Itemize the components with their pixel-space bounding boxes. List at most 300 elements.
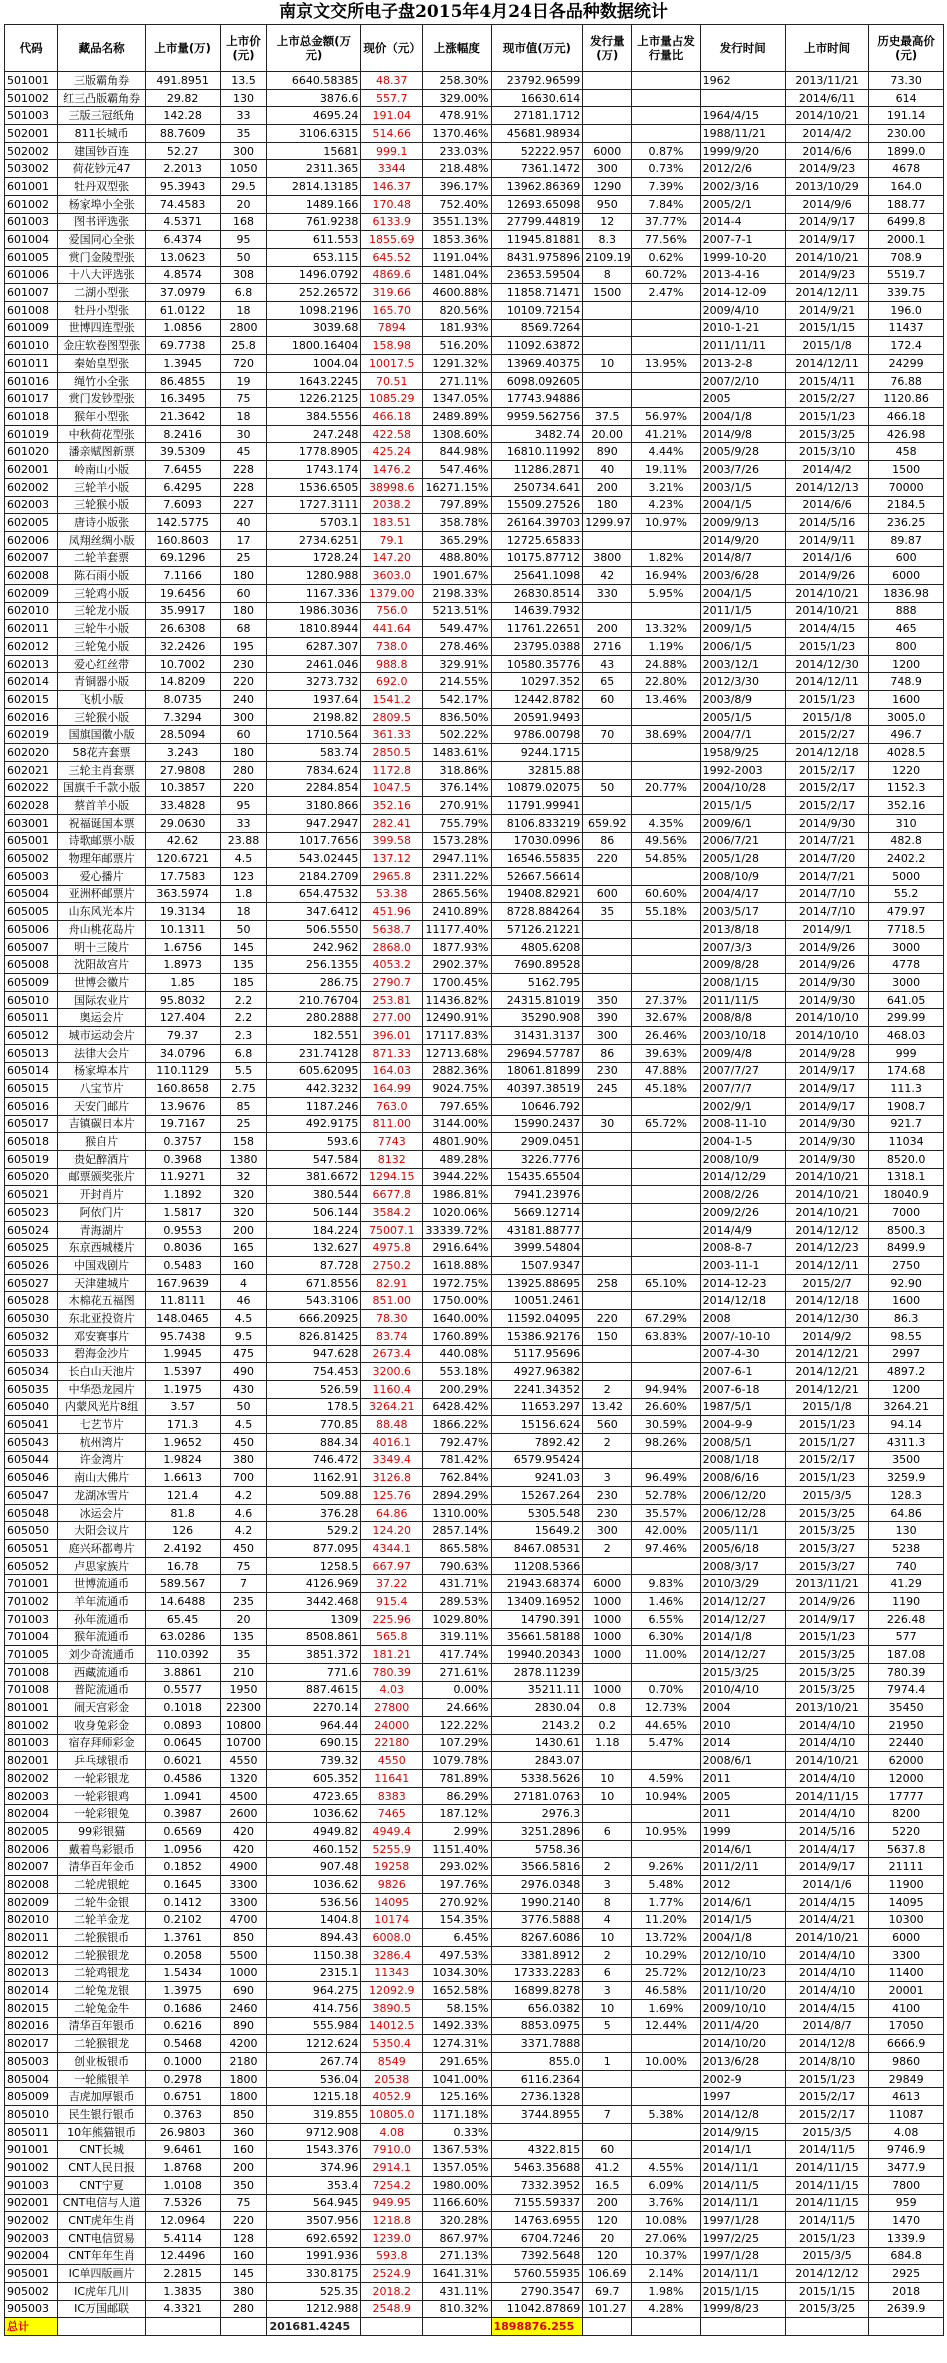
table-cell: 319.66 <box>361 284 423 302</box>
table-cell: 611.553 <box>267 231 361 249</box>
table-cell: 168 <box>220 213 267 231</box>
table-cell: 19258 <box>361 1858 423 1876</box>
table-cell: 738.0 <box>361 638 423 656</box>
table-cell: 2009/4/10 <box>700 301 785 319</box>
table-cell: 60 <box>220 584 267 602</box>
table-cell: 杨家埠本片 <box>58 1062 145 1080</box>
table-cell: 4.23% <box>632 496 700 514</box>
table-cell: 2005/1/5 <box>700 708 785 726</box>
table-cell: 12725.65833 <box>491 531 583 549</box>
table-cell: 8569.7264 <box>491 319 583 337</box>
table-cell: 5.4114 <box>145 2229 220 2247</box>
table-cell: 75 <box>220 1557 267 1575</box>
table-cell: 8 <box>583 266 632 284</box>
table-cell: 605001 <box>5 832 58 850</box>
table-cell: 2014/1/8 <box>700 1628 785 1646</box>
table-cell: 422.58 <box>361 425 423 443</box>
table-cell: 516.20% <box>423 337 491 355</box>
table-cell: 1079.78% <box>423 1752 491 1770</box>
table-cell: 1.3975 <box>145 1982 220 2000</box>
table-cell: 802004 <box>5 1805 58 1823</box>
table-cell: 三轮主肖套票 <box>58 761 145 779</box>
table-cell <box>700 89 785 107</box>
table-cell: 2014/9/6 <box>785 195 868 213</box>
table-cell: 318.86% <box>423 761 491 779</box>
table-cell: 2014/9/15 <box>700 2123 785 2141</box>
table-cell: 361.33 <box>361 726 423 744</box>
table-cell: 17.7583 <box>145 867 220 885</box>
table-cell: 17777 <box>869 1787 944 1805</box>
table-cell: 4 <box>220 1274 267 1292</box>
table-cell: 0.1000 <box>145 2053 220 2071</box>
table-row <box>5 1487 944 1505</box>
table-cell: 1226.2125 <box>267 390 361 408</box>
table-cell: 7 <box>583 2106 632 2124</box>
table-cell: 2014/12/21 <box>785 1363 868 1381</box>
table-cell: 2014/9/30 <box>785 991 868 1009</box>
table-cell: 西藏流通币 <box>58 1663 145 1681</box>
table-cell: 2014/12/27 <box>700 1646 785 1664</box>
table-cell: 2014/4/2 <box>785 125 868 143</box>
table-cell <box>220 2318 267 2336</box>
table-cell: 9.26% <box>632 1858 700 1876</box>
table-cell: 21.3642 <box>145 408 220 426</box>
table-cell: 龙湖冰雪片 <box>58 1487 145 1505</box>
table-cell: 10 <box>583 1999 632 2017</box>
table-cell: 482.8 <box>869 832 944 850</box>
table-cell <box>583 531 632 549</box>
table-cell: 2014/4/2 <box>785 461 868 479</box>
table-cell: 605050 <box>5 1522 58 1540</box>
table-cell: 154.35% <box>423 1911 491 1929</box>
table-cell: 6.30% <box>632 1628 700 1646</box>
table-cell: 2014/12/18 <box>700 1292 785 1310</box>
table-cell: 2015/1/23 <box>785 1469 868 1487</box>
table-cell: 2014/6/1 <box>700 1840 785 1858</box>
table-cell: 2002/3/16 <box>700 178 785 196</box>
table-cell: 2865.56% <box>423 885 491 903</box>
table-cell: 653.115 <box>267 248 361 266</box>
table-cell: 2311.22% <box>423 867 491 885</box>
table-cell: 3200.6 <box>361 1363 423 1381</box>
table-cell: 2014/12/12 <box>785 2265 868 2283</box>
table-cell: 1476.2 <box>361 461 423 479</box>
table-cell: 2014/4/10 <box>785 1964 868 1982</box>
table-cell <box>583 1097 632 1115</box>
table-cell: 560 <box>583 1416 632 1434</box>
table-cell: 128.3 <box>869 1487 944 1505</box>
table-cell: 岭南山小版 <box>58 461 145 479</box>
table-cell: 27181.1712 <box>491 107 583 125</box>
table-cell: 27800 <box>361 1699 423 1717</box>
table-cell: 1370.46% <box>423 125 491 143</box>
table-cell: 805010 <box>5 2106 58 2124</box>
table-cell: 8.3 <box>583 231 632 249</box>
table-cell <box>583 1239 632 1257</box>
table-cell: 8106.833219 <box>491 814 583 832</box>
table-cell: 45.18% <box>632 1080 700 1098</box>
table-cell: 247.248 <box>267 425 361 443</box>
table-cell: 557.7 <box>361 89 423 107</box>
table-cell: 605023 <box>5 1204 58 1222</box>
table-cell: 1050 <box>220 160 267 178</box>
table-cell: 11177.40% <box>423 921 491 939</box>
table-cell: 13925.88695 <box>491 1274 583 1292</box>
table-cell: 671.8556 <box>267 1274 361 1292</box>
table-row <box>5 1964 944 1982</box>
table-cell: 959 <box>869 2194 944 2212</box>
table-cell: 2014/9/1 <box>785 921 868 939</box>
column-header: 上市价(元) <box>220 25 267 72</box>
table-row <box>5 1150 944 1168</box>
table-cell: 137.12 <box>361 850 423 868</box>
table-cell: 2015/1/15 <box>785 2282 868 2300</box>
table-cell: 6098.092605 <box>491 372 583 390</box>
table-cell: 1379.00 <box>361 584 423 602</box>
table-cell: 792.47% <box>423 1433 491 1451</box>
table-row <box>5 231 944 249</box>
table-cell: 13.95% <box>632 355 700 373</box>
table-cell: 2009/2/26 <box>700 1204 785 1222</box>
table-cell: 赏门金陵型张 <box>58 248 145 266</box>
table-cell: 0.0645 <box>145 1734 220 1752</box>
table-cell: 802012 <box>5 1946 58 1964</box>
table-cell: 70.51 <box>361 372 423 390</box>
table-cell: 3000 <box>869 938 944 956</box>
table-cell: 1573.28% <box>423 832 491 850</box>
table-cell: 1853.36% <box>423 231 491 249</box>
table-cell: 20001 <box>869 1982 944 2000</box>
table-cell: 2007/2/10 <box>700 372 785 390</box>
table-cell: 1.0956 <box>145 1840 220 1858</box>
table-cell: 802009 <box>5 1893 58 1911</box>
table-cell: CNT宁夏 <box>58 2176 145 2194</box>
table-cell: 790.63% <box>423 1557 491 1575</box>
table-cell: 384.5556 <box>267 408 361 426</box>
table-cell: 701001 <box>5 1575 58 1593</box>
table-cell: 2014/6/1 <box>700 1893 785 1911</box>
table-cell <box>632 708 700 726</box>
table-cell: 世博四连型张 <box>58 319 145 337</box>
table-cell: 602013 <box>5 655 58 673</box>
table-row <box>5 2141 944 2159</box>
table-cell: 907.48 <box>267 1858 361 1876</box>
table-row <box>5 2159 944 2177</box>
table-cell <box>583 107 632 125</box>
table-cell: 667.97 <box>361 1557 423 1575</box>
table-row <box>5 266 944 284</box>
table-cell: 2004 <box>700 1699 785 1717</box>
table-cell: 1541.2 <box>361 691 423 709</box>
table-cell: 十八大评选张 <box>58 266 145 284</box>
table-cell: 2009/4/8 <box>700 1044 785 1062</box>
table-cell <box>632 2318 700 2336</box>
table-row <box>5 2176 944 2194</box>
table-cell: 中秋荷花型张 <box>58 425 145 443</box>
table-cell: 380 <box>220 2282 267 2300</box>
table-cell: 543.02445 <box>267 850 361 868</box>
table-cell: 2015/1/5 <box>700 797 785 815</box>
table-cell: 杭州湾片 <box>58 1433 145 1451</box>
table-cell: 7743 <box>361 1133 423 1151</box>
table-cell: 95.7438 <box>145 1327 220 1345</box>
table-cell: 1166.60% <box>423 2194 491 2212</box>
table-cell: 6000 <box>583 1575 632 1593</box>
table-cell: 21943.68374 <box>491 1575 583 1593</box>
table-cell <box>583 2070 632 2088</box>
table-cell: 22300 <box>220 1699 267 1717</box>
table-cell: 1.18 <box>583 1734 632 1752</box>
table-cell: 2006/12/28 <box>700 1504 785 1522</box>
table-cell: 20591.9493 <box>491 708 583 726</box>
table-cell: 2 <box>583 1433 632 1451</box>
table-row <box>5 549 944 567</box>
table-cell: 9244.1715 <box>491 744 583 762</box>
table-cell: 12490.91% <box>423 1009 491 1027</box>
table-cell: 1999/8/23 <box>700 2300 785 2318</box>
table-cell: 11437 <box>869 319 944 337</box>
table-cell: 1.8768 <box>145 2159 220 2177</box>
table-cell: 86.4855 <box>145 372 220 390</box>
table-cell: 2736.1328 <box>491 2088 583 2106</box>
table-row <box>5 1646 944 1664</box>
table-cell: 605005 <box>5 903 58 921</box>
table-cell: 2009/8/28 <box>700 956 785 974</box>
table-cell <box>632 1840 700 1858</box>
table-cell: 13.0623 <box>145 248 220 266</box>
table-cell: 5.95% <box>632 584 700 602</box>
table-cell: 805009 <box>5 2088 58 2106</box>
table-cell <box>583 761 632 779</box>
table-cell: IC单四版画片 <box>58 2265 145 2283</box>
table-cell <box>632 2070 700 2088</box>
table-cell: 13409.16952 <box>491 1593 583 1611</box>
table-cell: 525.35 <box>267 2282 361 2300</box>
table-cell: 2014/12/30 <box>785 1310 868 1328</box>
table-cell: 182.551 <box>267 1027 361 1045</box>
table-cell: 2005 <box>700 1787 785 1805</box>
table-cell: 605048 <box>5 1504 58 1522</box>
table-cell: 602011 <box>5 620 58 638</box>
table-cell: 18040.9 <box>869 1186 944 1204</box>
table-cell <box>583 938 632 956</box>
table-cell: 10297.352 <box>491 673 583 691</box>
table-row <box>5 531 944 549</box>
table-cell: 605016 <box>5 1097 58 1115</box>
table-cell: 188.77 <box>869 195 944 213</box>
table-cell: 2000.1 <box>869 231 944 249</box>
table-cell: 47.88% <box>632 1062 700 1080</box>
table-cell: 89.87 <box>869 531 944 549</box>
table-cell: 319.11% <box>423 1628 491 1646</box>
table-cell: 44.65% <box>632 1716 700 1734</box>
table-cell: 8132 <box>361 1150 423 1168</box>
table-cell: 0.2978 <box>145 2070 220 2088</box>
table-cell: 13.32% <box>632 620 700 638</box>
table-cell: 16899.8278 <box>491 1982 583 2000</box>
table-cell: 15386.92176 <box>491 1327 583 1345</box>
table-cell: 601006 <box>5 266 58 284</box>
table-cell <box>632 531 700 549</box>
table-cell <box>632 1239 700 1257</box>
table-cell: 235 <box>220 1593 267 1611</box>
table-cell: 865.58% <box>423 1540 491 1558</box>
table-cell: 63.83% <box>632 1327 700 1345</box>
table-cell: 142.28 <box>145 107 220 125</box>
table-cell: 1029.80% <box>423 1610 491 1628</box>
table-cell: 1481.04% <box>423 266 491 284</box>
table-cell: 八宝节片 <box>58 1080 145 1098</box>
table-cell: 8383 <box>361 1787 423 1805</box>
table-cell <box>632 125 700 143</box>
table-cell: 123 <box>220 867 267 885</box>
table-cell: 399.58 <box>361 832 423 850</box>
table-cell: 547.584 <box>267 1150 361 1168</box>
table-cell: 99彩银猫 <box>58 1823 145 1841</box>
table-cell: 6.4374 <box>145 231 220 249</box>
table-cell: 230 <box>583 1504 632 1522</box>
table-cell: 2014/1/1 <box>700 2141 785 2159</box>
table-row <box>5 1716 944 1734</box>
table-cell: 55.2 <box>869 885 944 903</box>
table-cell: 720 <box>220 355 267 373</box>
table-cell: 2014/9/30 <box>785 1115 868 1133</box>
table-cell: 1991.936 <box>267 2247 361 2265</box>
table-cell: 2004/7/1 <box>700 726 785 744</box>
table-cell: 4344.1 <box>361 1540 423 1558</box>
table-cell: 376.28 <box>267 1504 361 1522</box>
table-cell: 802017 <box>5 2035 58 2053</box>
table-cell: 802007 <box>5 1858 58 1876</box>
table-cell: 1600 <box>869 691 944 709</box>
table-cell: 902001 <box>5 2194 58 2212</box>
table-cell <box>632 2035 700 2053</box>
table-cell: 396.01 <box>361 1027 423 1045</box>
table-cell: 365.29% <box>423 531 491 549</box>
table-cell: 320 <box>220 1186 267 1204</box>
table-cell: 101.27 <box>583 2300 632 2318</box>
table-cell: 2009/10/10 <box>700 1999 785 2017</box>
table-cell: 二轮虎银蛇 <box>58 1876 145 1894</box>
table-cell: 2014/11/1 <box>700 2159 785 2177</box>
table-cell: 8520.0 <box>869 1150 944 1168</box>
table-cell: 308 <box>220 266 267 284</box>
table-row <box>5 1009 944 1027</box>
table-cell: 2850.5 <box>361 744 423 762</box>
table-cell <box>632 1186 700 1204</box>
table-cell: 清华百年银币 <box>58 2017 145 2035</box>
table-cell: 2012/10/23 <box>700 1964 785 1982</box>
table-cell: 3482.74 <box>491 425 583 443</box>
table-cell: 420 <box>220 1823 267 1841</box>
table-cell: 1.98% <box>632 2282 700 2300</box>
table-cell <box>491 2123 583 2141</box>
table-cell: 602015 <box>5 691 58 709</box>
table-cell: 潘亲赋图新票 <box>58 443 145 461</box>
table-cell: 2014/8/7 <box>785 2017 868 2035</box>
table-cell: 60 <box>220 726 267 744</box>
table-cell: 1643.2245 <box>267 372 361 390</box>
table-cell: 947.628 <box>267 1345 361 1363</box>
table-cell: 506.5550 <box>267 921 361 939</box>
table-cell: 1.9652 <box>145 1433 220 1451</box>
table-cell: 4.08 <box>869 2123 944 2141</box>
table-cell: 29.82 <box>145 89 220 107</box>
table-cell: 65.72% <box>632 1115 700 1133</box>
table-cell: 11.8111 <box>145 1292 220 1310</box>
table-cell: 10174 <box>361 1911 423 1929</box>
table-cell: 110.0392 <box>145 1646 220 1664</box>
table-cell: 6116.2364 <box>491 2070 583 2088</box>
table-cell: 601001 <box>5 178 58 196</box>
table-row <box>5 1734 944 1752</box>
table-cell: 999 <box>869 1044 944 1062</box>
table-row <box>5 142 944 160</box>
table-cell: 1162.91 <box>267 1469 361 1487</box>
table-cell: 7894 <box>361 319 423 337</box>
table-cell: 11761.22651 <box>491 620 583 638</box>
table-cell: 0.9553 <box>145 1221 220 1239</box>
table-cell: 2109.19 <box>583 248 632 266</box>
table-row <box>5 2123 944 2141</box>
table-cell: 605020 <box>5 1168 58 1186</box>
table-cell: 2460 <box>220 1999 267 2017</box>
table-cell: 184.224 <box>267 1221 361 1239</box>
table-cell: 5238 <box>869 1540 944 1558</box>
table-cell: 65.45 <box>145 1610 220 1628</box>
table-row <box>5 2070 944 2088</box>
table-cell: 2014/9/26 <box>785 956 868 974</box>
table-cell: 45681.98934 <box>491 125 583 143</box>
table-cell: 33 <box>220 107 267 125</box>
table-cell: 1618.88% <box>423 1257 491 1275</box>
table-cell: 86 <box>583 832 632 850</box>
table-cell: 56.97% <box>632 408 700 426</box>
table-cell: 98.55 <box>869 1327 944 1345</box>
table-cell <box>583 2318 632 2336</box>
table-cell: 1.0108 <box>145 2176 220 2194</box>
table-row <box>5 496 944 514</box>
table-cell: 605034 <box>5 1363 58 1381</box>
table-row <box>5 443 944 461</box>
table-cell: 2311.365 <box>267 160 361 178</box>
table-cell: 0.1686 <box>145 1999 220 2017</box>
table-cell: 4949.4 <box>361 1823 423 1841</box>
table-cell: 78.30 <box>361 1310 423 1328</box>
table-cell <box>632 390 700 408</box>
table-cell: 1171.18% <box>423 2106 491 2124</box>
table-row <box>5 1186 944 1204</box>
table-cell: 许金湾片 <box>58 1451 145 1469</box>
table-cell: 614 <box>869 89 944 107</box>
table-cell: 227 <box>220 496 267 514</box>
table-cell: 17 <box>220 531 267 549</box>
table-cell: 2008-8-7 <box>700 1239 785 1257</box>
table-cell: 贵妃醉酒片 <box>58 1150 145 1168</box>
table-cell: 诗歌邮票小版 <box>58 832 145 850</box>
table-cell: 2004/4/17 <box>700 885 785 903</box>
table-cell: 6 <box>583 1964 632 1982</box>
table-cell: 三轮猴小版 <box>58 496 145 514</box>
table-cell: 1274.31% <box>423 2035 491 2053</box>
table-cell: 4949.82 <box>267 1823 361 1841</box>
table-cell: 26.46% <box>632 1027 700 1045</box>
table-cell: 2015/2/27 <box>785 390 868 408</box>
table-cell: 23795.0388 <box>491 638 583 656</box>
table-cell: 5500 <box>220 1946 267 1964</box>
table-cell <box>632 372 700 390</box>
table-cell: 125.76 <box>361 1487 423 1505</box>
